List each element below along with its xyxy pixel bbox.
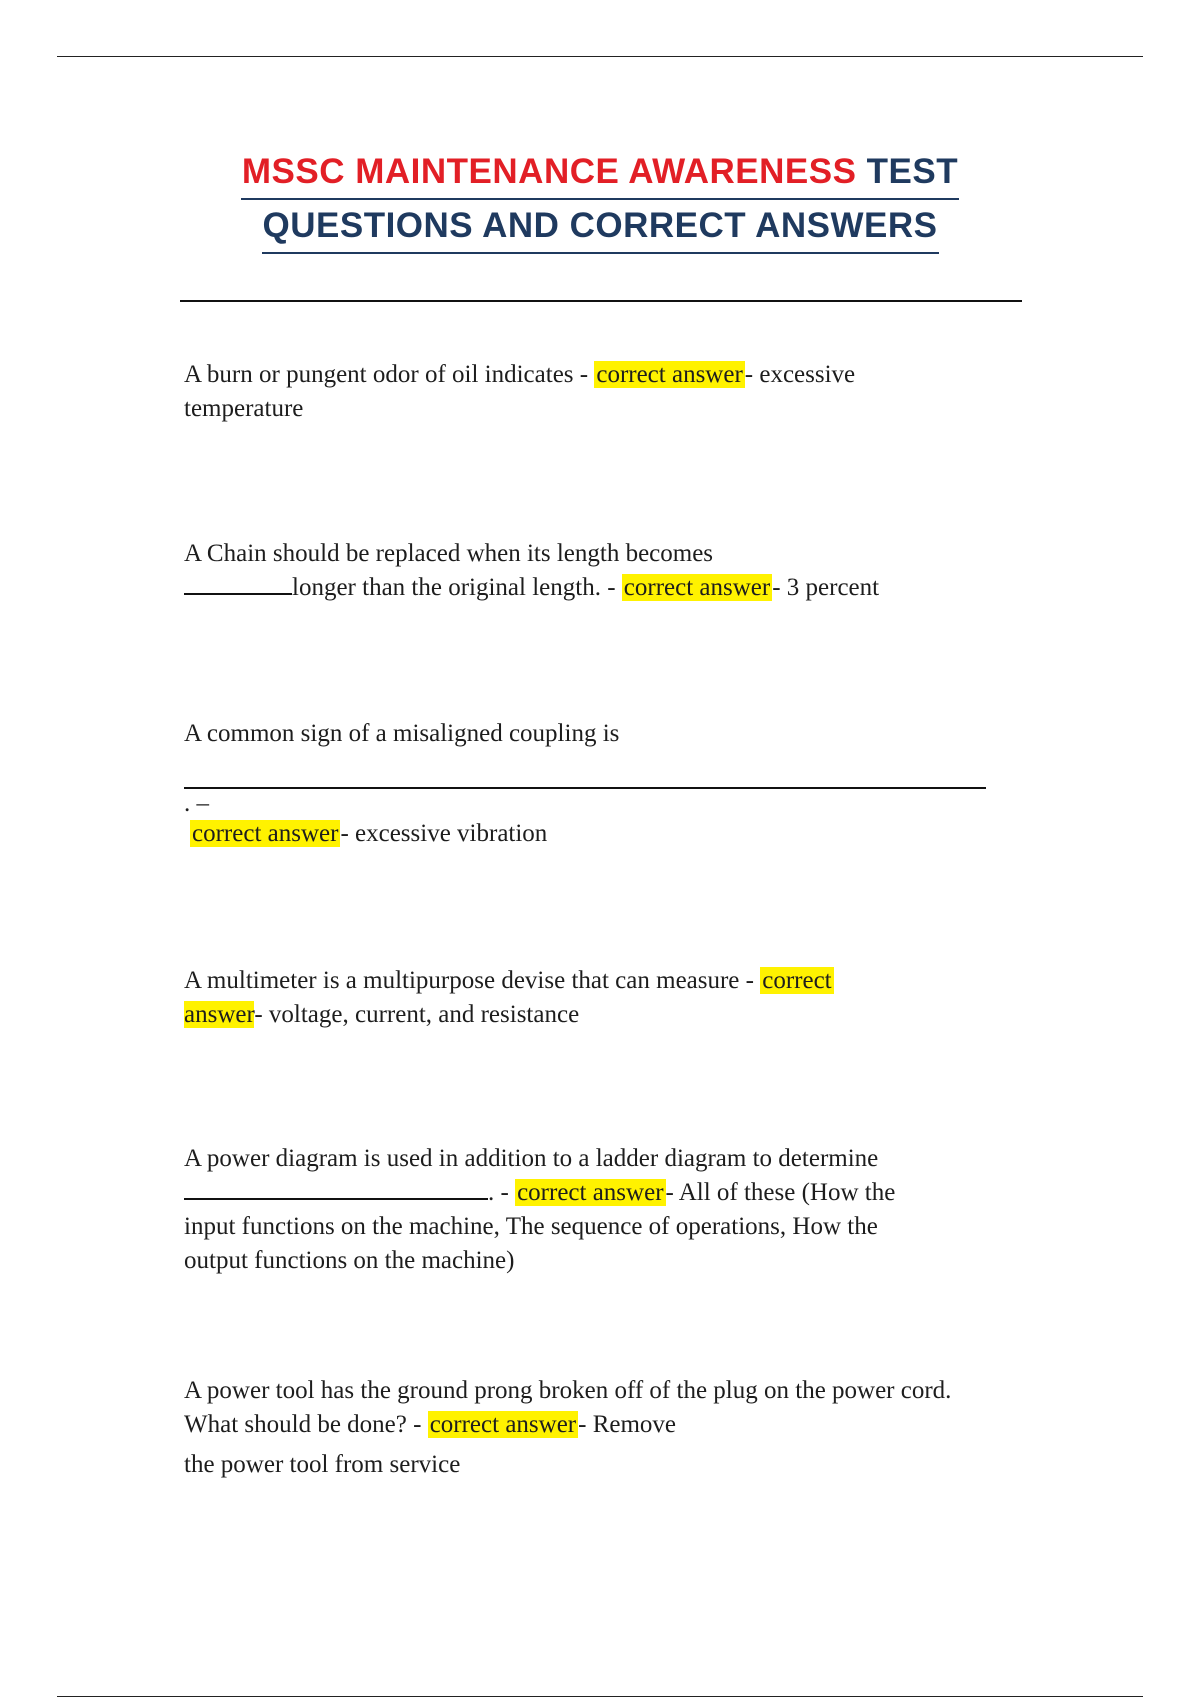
title-red-text: MSSC MAINTENANCE AWARENESS bbox=[241, 152, 857, 191]
question-text-continued: longer than the original length. - bbox=[292, 574, 622, 601]
answer-marker: correct answer bbox=[429, 1411, 577, 1438]
qa-item-6 bbox=[184, 1374, 1064, 1482]
answer-text-continued: input functions on the machine, The sequence of operations, How the bbox=[184, 1213, 878, 1240]
qa-item-3 bbox=[184, 717, 1034, 851]
question-text: A common sign of a misaligned coupling is bbox=[184, 720, 620, 747]
answer-text: - excessive vibration bbox=[340, 820, 548, 847]
answer-line bbox=[184, 817, 1034, 851]
question-text: A multimeter is a multipurpose devise that can measure - bbox=[184, 967, 761, 994]
qa-item-4 bbox=[184, 964, 1034, 1032]
answer-text: - All of these (How the bbox=[665, 1179, 896, 1206]
qa-item-5 bbox=[184, 1142, 1034, 1278]
answer-text-continued: temperature bbox=[184, 395, 304, 422]
answer-text-continued: the power tool from service bbox=[184, 1451, 461, 1478]
question-text-continued: . - bbox=[488, 1179, 516, 1206]
qa-item-2 bbox=[184, 537, 1034, 605]
question-text: A power tool has the ground prong broken off of the plug on the power cord. bbox=[184, 1377, 952, 1404]
answer-text: - voltage, current, and resistance bbox=[254, 1001, 580, 1028]
question-text: A power diagram is used in addition to a ladder diagram to determine bbox=[184, 1145, 879, 1172]
title-separator-rule bbox=[180, 300, 1022, 302]
fill-in-blank bbox=[184, 571, 292, 595]
blank-terminator: . – bbox=[184, 790, 209, 817]
fill-in-blank bbox=[184, 1176, 488, 1200]
answer-marker-part1: correct bbox=[762, 967, 832, 994]
page-top-rule bbox=[57, 56, 1143, 57]
answer-marker: correct answer bbox=[517, 1179, 664, 1206]
answer-text: - 3 percent bbox=[772, 574, 880, 601]
qa-item-1 bbox=[184, 358, 1034, 426]
title-line-1 bbox=[241, 146, 959, 200]
answer-marker: correct answer bbox=[623, 574, 771, 601]
answer-marker: correct answer bbox=[192, 820, 339, 847]
question-text: A Chain should be replaced when its length becomes bbox=[184, 540, 714, 567]
answer-text: - Remove bbox=[578, 1411, 677, 1438]
document-title bbox=[180, 146, 1020, 254]
answer-text: - excessive bbox=[744, 361, 856, 388]
answer-text-continued: output functions on the machine) bbox=[184, 1247, 515, 1274]
title-line-2: QUESTIONS AND CORRECT ANSWERS bbox=[262, 200, 939, 254]
question-text: A burn or pungent odor of oil indicates - bbox=[184, 361, 595, 388]
question-text-continued: What should be done? - bbox=[184, 1411, 428, 1438]
answer-marker-part2: answer bbox=[184, 1001, 255, 1028]
title-navy-text: TEST bbox=[866, 152, 959, 191]
page-bottom-rule bbox=[57, 1696, 1143, 1697]
answer-marker: correct answer bbox=[596, 361, 743, 388]
